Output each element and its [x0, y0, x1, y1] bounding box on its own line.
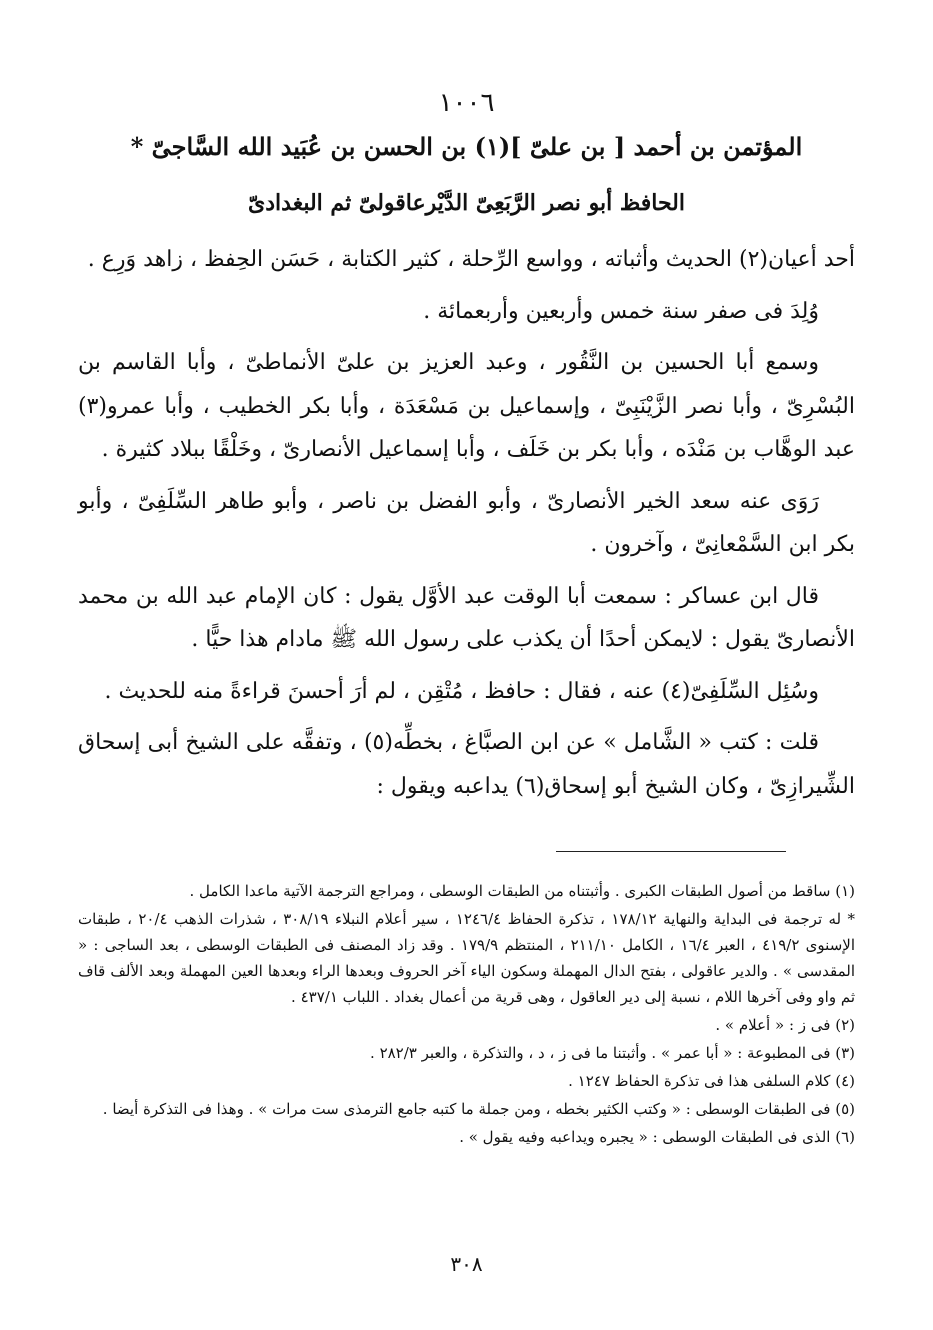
footnote: (٢) فى ز : « أعلام » .	[715, 1016, 855, 1034]
footnote: (٤) كلام السلفى هذا فى تذكرة الحفاظ ١٢٤٧ .	[568, 1072, 855, 1090]
entry-number: ١٠٠٦	[438, 88, 495, 118]
paragraph-note: قلت : كتب « الشَّامل » عن ابن الصبَّاغ ، بخطِّه(٥) ، وتفقَّه على الشيخ أبى إسحاق الشِّيرازِىّ ، وكان الشيخ أبو إسحاق(٦) يداعبه ويقول :	[78, 730, 855, 799]
entry-title-epithet: الحافظ أبو نصر الرَّبَعِىّ الدَّيْرعاقولىّ ثم البغدادىّ	[248, 190, 685, 216]
footnote: (٦) الذى فى الطبقات الوسطى : « يجبره ويداعبه وفيه يقول » .	[459, 1128, 855, 1146]
paragraph-silafi: وسُئِل السِّلَفِىّ(٤) عنه ، فقال : حافظ ، مُتْقِن ، لم أرَ أحسنَ قراءةً منه للحديث .	[104, 678, 819, 704]
footnote: (٥) فى الطبقات الوسطى : « وكتب الكثير بخطه ، ومن جملة ما كتبه جامع الترمذى ست مرات » . وهذا فى التذكرة أيضا .	[102, 1100, 855, 1118]
paragraph-students: رَوَى عنه سعد الخير الأنصارىّ ، وأبو الفضل بن ناصر ، وأبو طاهر السِّلَفِىّ ، وأبو بكر ابن السَّمْعانِىّ ، وآخرون .	[78, 488, 855, 557]
entry-title-name: المؤتمن بن أحمد [ بن علىّ ](١) بن الحسن بن عُبَيد الله السَّاجىّ *	[130, 132, 803, 161]
paragraph-description: أحد أعيان(٢) الحديث وأثباته ، وواسع الرِّحلة ، كثير الكتابة ، حَسَن الحِفظ ، زاهد وَرِع .	[87, 247, 855, 272]
footnote-divider	[556, 851, 786, 852]
footnotes	[78, 878, 855, 1152]
paragraph-quote-ibn-asakir: قال ابن عساكر : سمعت أبا الوقت عبد الأوَّل يقول : كان الإمام عبد الله بن محمد الأنصارىّ يقول : لايمكن أحدًا أن يكذب على رسول الله ﷺ مادام هذا حيًّا .	[78, 583, 855, 652]
biography-text	[78, 238, 855, 816]
footnote: * له ترجمة فى البداية والنهاية ١٧٨/١٢ ، تذكرة الحفاظ ١٢٤٦/٤ ، سير أعلام النبلاء ٣٠٨/١٩ ، شذرات الذهب ٢٠/٤ ، طبقات الإسنوى ٤١٩/٢ ، العبر ١٦/٤ ، الكامل ٢١١/١٠ ، المنتظم ١٧٩/٩ . وقد زاد المصنف فى الطبقات الوسطى ، بعد الساجى : « المقدسى » . والدير عاقولى ، بفتح الدال المهملة وسكون الياء آخر الحروف وبعدها الراء وبعدها العين المهملة وبعد الألف قاف ثم واو وفى آخرها اللام ، نسبة إلى دير العاقول ، وهى قرية من أعمال بغداد . اللباب ٤٣٧/١ .	[78, 910, 856, 1006]
paragraph-birth: وُلِدَ فى صفر سنة خمس وأربعين وأربعمائة .	[423, 298, 819, 324]
page-number: ٣٠٨	[450, 1252, 483, 1276]
paragraph-teachers: وسمع أبا الحسين بن النَّقُور ، وعبد العزيز بن علىّ الأنماطىّ ، وأبا القاسم بن البُسْرِىّ ، وأبا نصر الزَّيْنَبِىّ ، وإسماعيل بن مَسْعَدَة ، وأبا بكر الخطيب ، وأبا عمرو(٣) عبد الوهَّاب بن مَنْدَه ، وأبا بكر بن خَلَف ، وأبا إسماعيل الأنصارىّ ، وخَلْقًا ببلاد كثيرة .	[78, 350, 855, 462]
footnote: (١) ساقط من أصول الطبقات الكبرى . وأثبتناه من الطبقات الوسطى ، ومراجع الترجمة الآتية ماعدا الكامل .	[189, 882, 855, 900]
footnote: (٣) فى المطبوعة : « أبا عمر » . وأثبتنا ما فى ز ، د ، والتذكرة ، والعبر ٢٨٢/٣ .	[370, 1044, 855, 1062]
